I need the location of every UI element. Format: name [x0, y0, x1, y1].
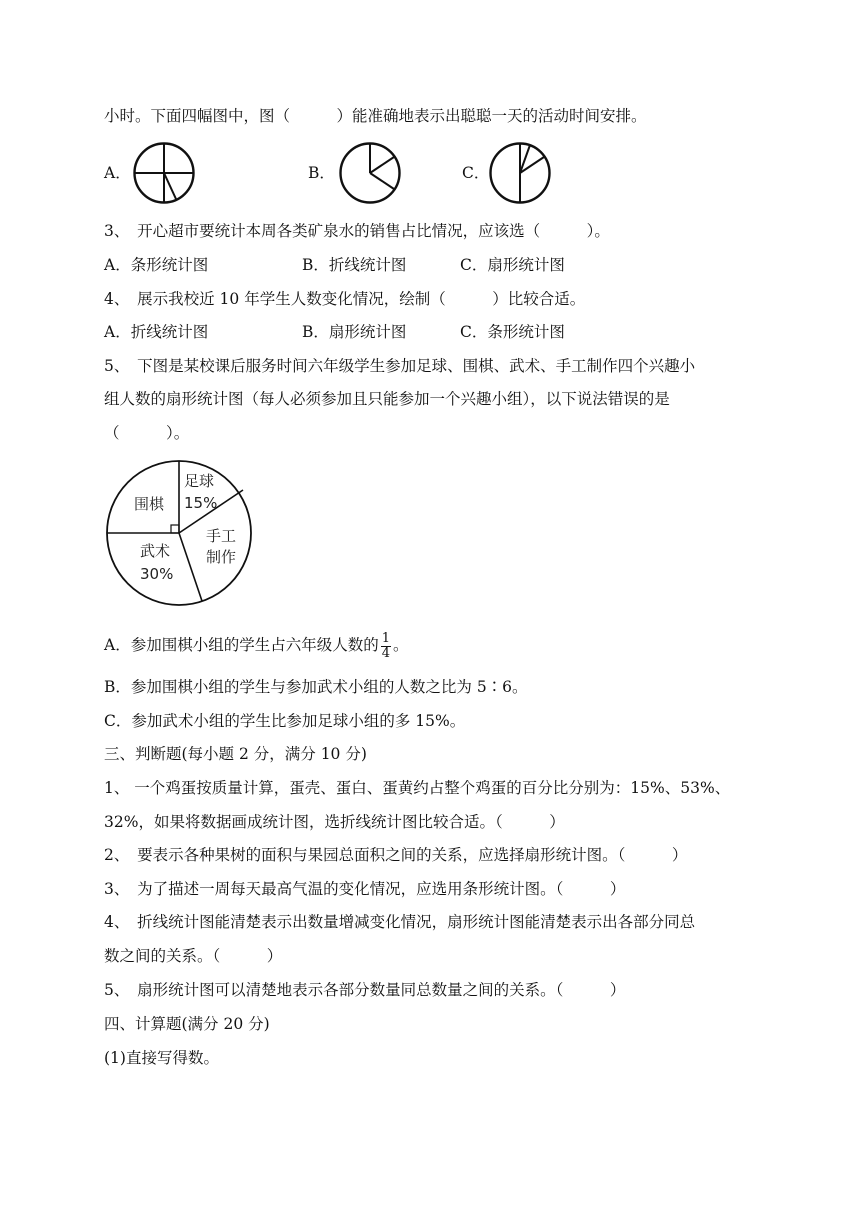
q3-option-a: A．条形统计图 — [104, 256, 209, 274]
fraction — [381, 632, 391, 661]
section-3-title: 三、判断题(每小题 2 分，满分 10 分) — [104, 745, 367, 763]
pie-label-craft-2: 制作 — [206, 548, 237, 566]
q4-option-b: B．扇形统计图 — [302, 323, 407, 341]
q5-line-2: 组人数的扇形统计图（每人必须参加且只能参加一个兴趣小组），以下说法错误的是 — [104, 390, 670, 408]
q4-text: 4、 展示我校近 10 年学生人数变化情况，绘制（ ）比较合适。 — [104, 290, 586, 308]
q5-pie-chart — [104, 458, 254, 608]
fraction-numerator: 1 — [381, 630, 390, 646]
q5-option-b: B．参加围棋小组的学生与参加武术小组的人数之比为 5∶6。 — [104, 678, 528, 696]
fraction-denominator: 4 — [381, 645, 390, 661]
q2-option-b-label: B． — [308, 164, 335, 182]
q5-line-3: （ ）。 — [104, 424, 190, 442]
pie-label-wushu-pct: 30% — [140, 565, 174, 583]
pie-label-go: 围棋 — [134, 495, 165, 513]
q5-option-a-text: A．参加围棋小组的学生占六年级人数的 — [104, 636, 379, 654]
s3-q1-line-1: 1、 一个鸡蛋按质量计算，蛋壳、蛋白、蛋黄约占整个鸡蛋的百分比分别为：15%、53%、 — [104, 779, 731, 797]
q5-line-1: 5、 下图是某校课后服务时间六年级学生参加足球、围棋、武术、手工制作四个兴趣小 — [104, 357, 696, 375]
q2-option-c-label: C． — [462, 164, 490, 182]
q4-option-a: A．折线统计图 — [104, 323, 209, 341]
s3-q5: 5、 扇形统计图可以清楚地表示各部分数量同总数量之间的关系。（ ） — [104, 981, 626, 999]
q5-option-a — [104, 628, 409, 662]
q5-option-c: C．参加武术小组的学生比参加足球小组的多 15%。 — [104, 712, 466, 730]
s3-q4-line-1: 4、 折线统计图能清楚表示出数量增减变化情况，扇形统计图能清楚表示出各部分同总 — [104, 913, 696, 931]
q5-option-a-end: 。 — [392, 636, 409, 654]
q3-text: 3、 开心超市要统计本周各类矿泉水的销售占比情况，应该选（ ）。 — [104, 222, 610, 240]
q3-option-c: C．扇形统计图 — [460, 256, 565, 274]
s3-q2: 2、 要表示各种果树的面积与果园总面积之间的关系，应选择扇形统计图。（ ） — [104, 846, 688, 864]
pie-label-soccer: 足球 — [184, 472, 215, 490]
pie-label-wushu: 武术 — [140, 542, 171, 560]
s3-q3: 3、 为了描述一周每天最高气温的变化情况，应选用条形统计图。（ ） — [104, 880, 626, 898]
pie-label-soccer-pct: 15% — [184, 494, 218, 512]
s3-q4-line-2: 数之间的关系。（ ） — [104, 947, 283, 965]
q2-pie-c — [488, 141, 552, 205]
section-4-title: 四、计算题(满分 20 分) — [104, 1015, 270, 1033]
pie-label-craft-1: 手工 — [206, 527, 237, 545]
q2-pie-a — [132, 141, 196, 205]
s4-sub-1: (1)直接写得数。 — [104, 1049, 219, 1067]
q2-option-a-label: A． — [104, 164, 131, 182]
q2-pie-b — [338, 141, 402, 205]
s3-q1-line-2: 32%，如果将数据画成统计图，选折线统计图比较合适。（ ） — [104, 813, 565, 831]
q3-option-b: B．折线统计图 — [302, 256, 407, 274]
q4-option-c: C．条形统计图 — [460, 323, 565, 341]
q2-tail-text: 小时。下面四幅图中，图（ ）能准确地表示出聪聪一天的活动时间安排。 — [104, 107, 647, 125]
